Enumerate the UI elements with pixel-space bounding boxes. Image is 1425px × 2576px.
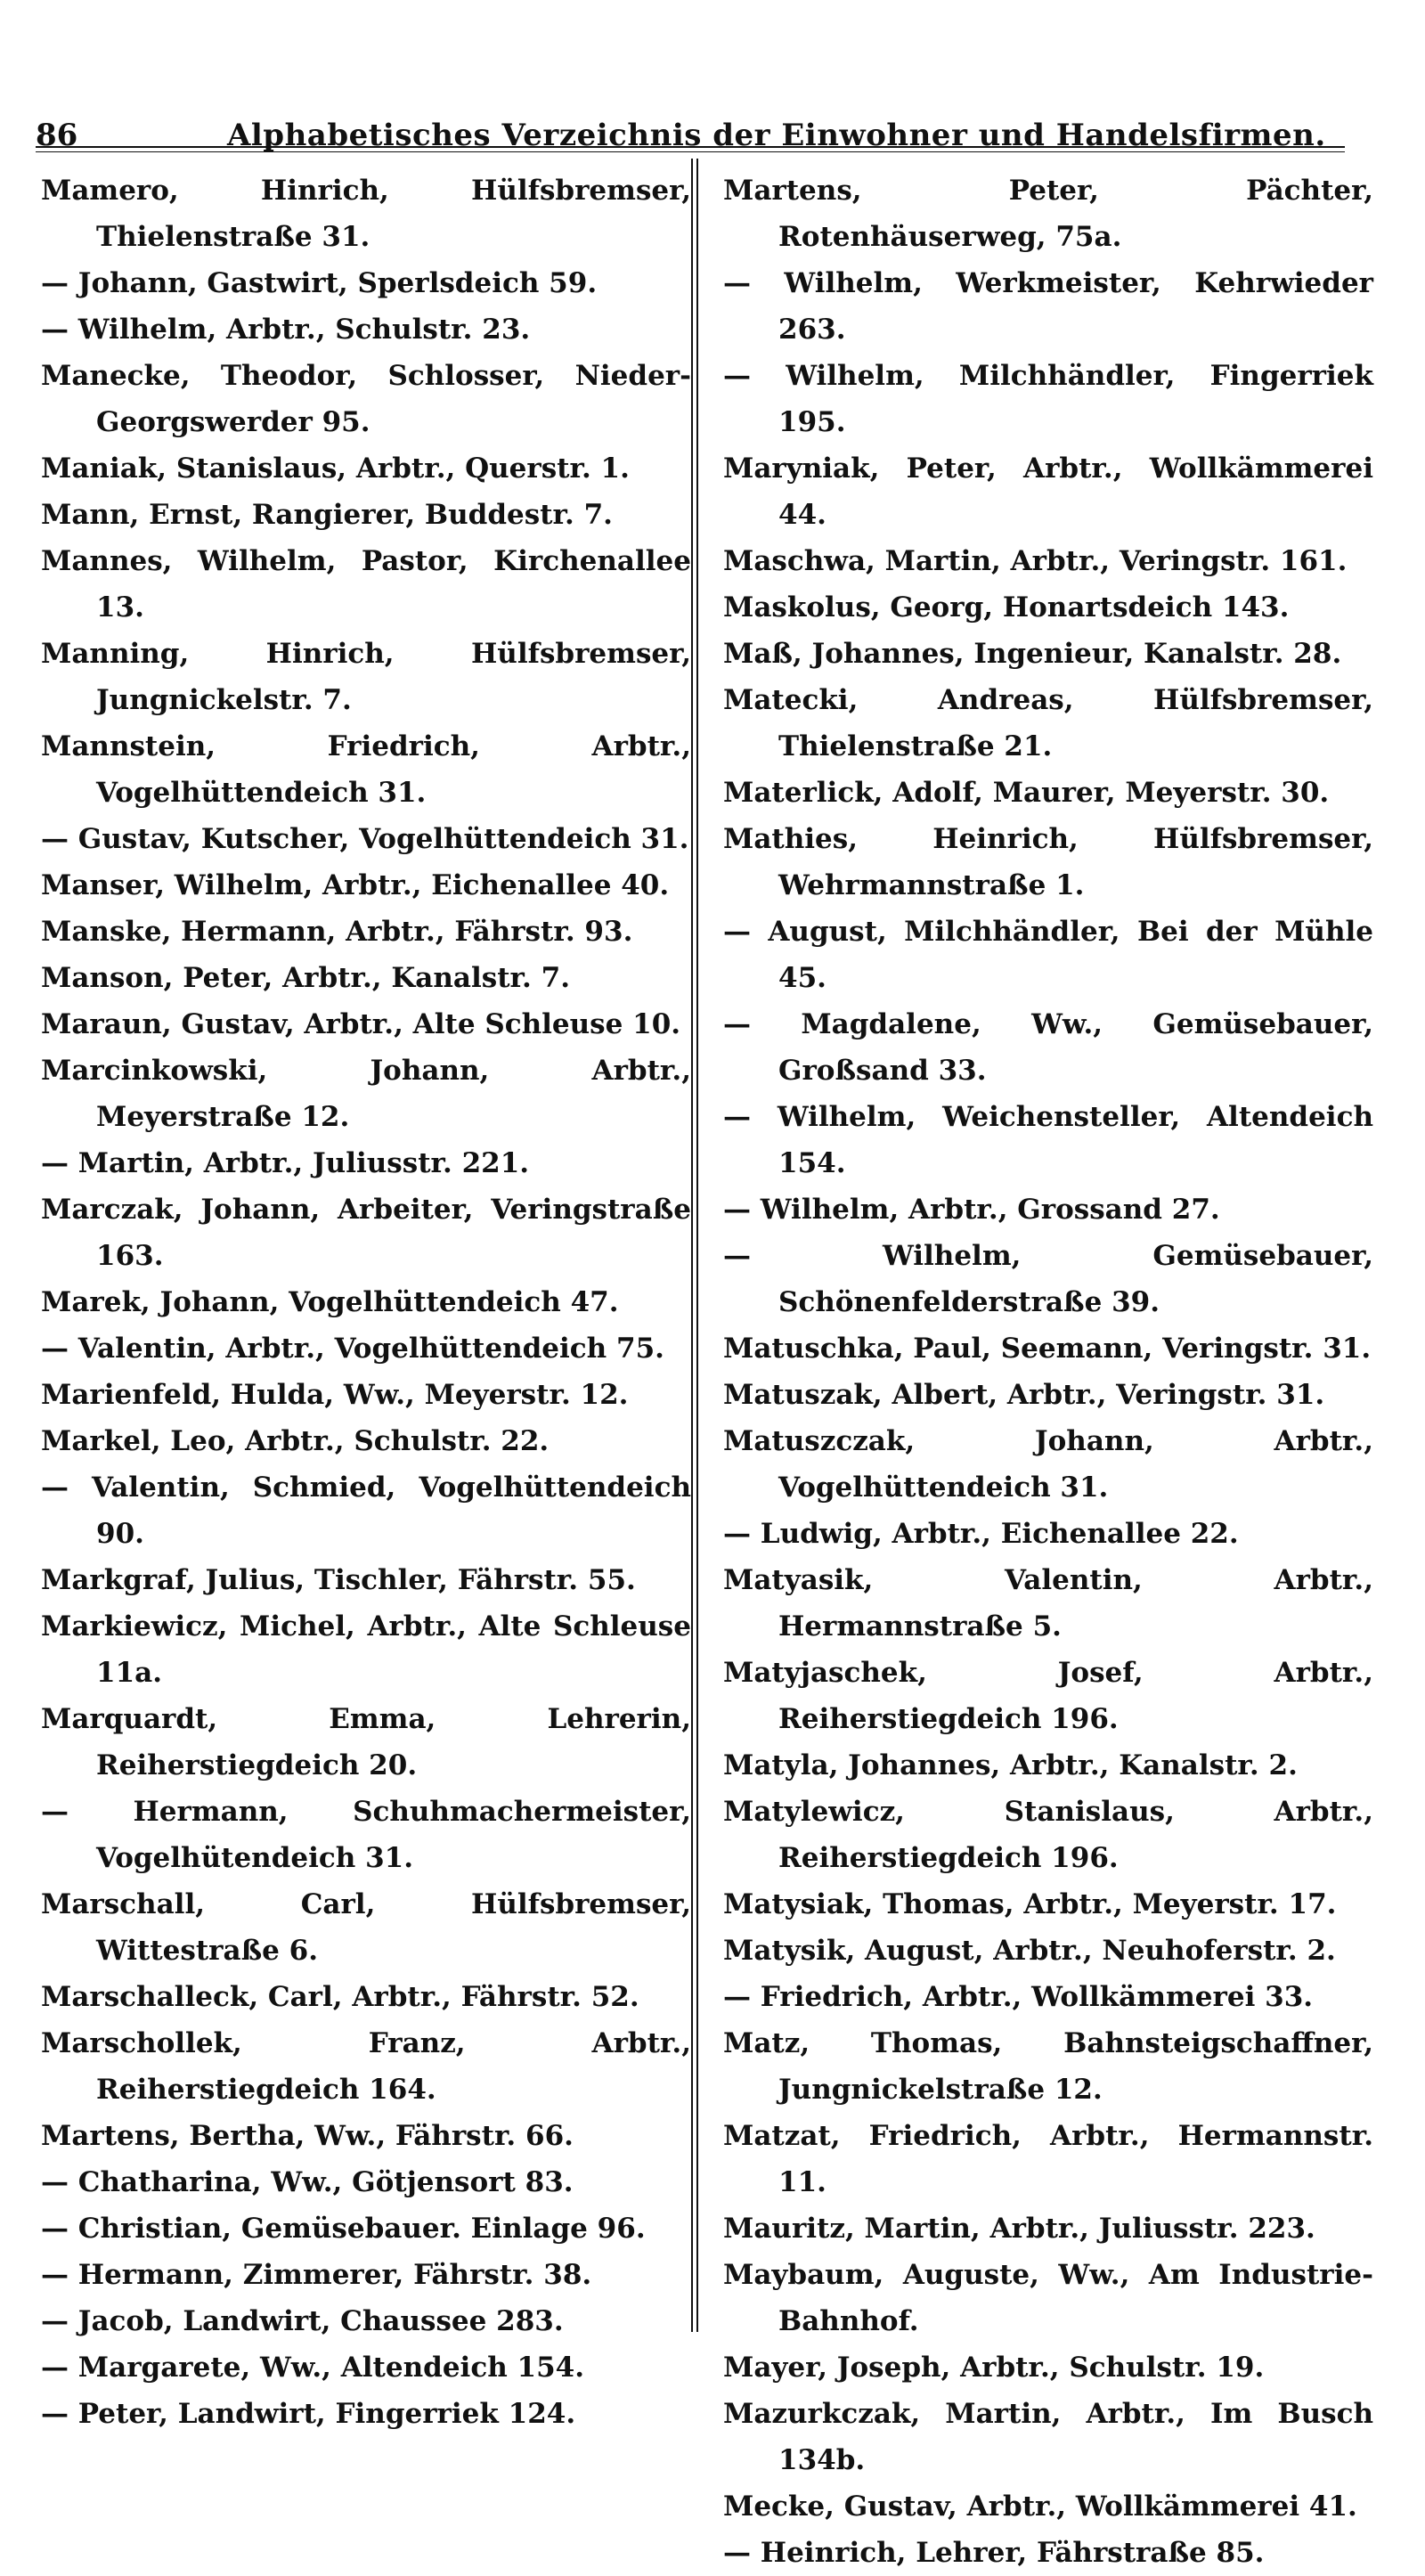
directory-entry: Marczak, Johann, Arbeiter, Veringstraße 163.: [41, 1194, 691, 1272]
directory-entry: — Valentin, Schmied, Vogelhüttendeich 90.: [41, 1471, 691, 1550]
directory-entry: Matylewicz, Stanislaus, Arbtr., Reiherstiegdeich 196.: [723, 1796, 1373, 1874]
directory-entry: Marquardt, Emma, Lehrerin, Reiherstiegdeich 20.: [41, 1703, 691, 1781]
directory-entry: Maryniak, Peter, Arbtr., Wollkämmerei 44.: [723, 452, 1373, 531]
directory-entry: — Wilhelm, Arbtr., Schulstr. 23.: [41, 314, 531, 346]
directory-entry: — Wilhelm, Arbtr., Grossand 27.: [723, 1194, 1220, 1226]
directory-entry: Manson, Peter, Arbtr., Kanalstr. 7.: [41, 962, 570, 994]
directory-entry: Matyjaschek, Josef, Arbtr., Reiherstiegdeich 196.: [723, 1657, 1373, 1735]
directory-entry: — Wilhelm, Weichensteller, Altendeich 154.: [723, 1101, 1373, 1179]
directory-entry: — Gustav, Kutscher, Vogelhüttendeich 31.: [41, 823, 689, 855]
directory-entry: Martens, Peter, Pächter, Rotenhäuserweg, 75a.: [723, 175, 1373, 253]
directory-entry: Matecki, Andreas, Hülfsbremser, Thielenstraße 21.: [723, 684, 1373, 762]
directory-entry: Mazurkczak, Martin, Arbtr., Im Busch 134b.: [723, 2398, 1373, 2476]
directory-entry: — Chatharina, Ww., Götjensort 83.: [41, 2166, 574, 2198]
directory-entry: Mannes, Wilhelm, Pastor, Kirchenallee 13.: [41, 545, 691, 624]
directory-entry: — Peter, Landwirt, Fingerriek 124.: [41, 2398, 576, 2430]
directory-entry: Markgraf, Julius, Tischler, Fährstr. 55.: [41, 1564, 636, 1596]
header-rule-thin: [36, 151, 1345, 152]
directory-entry: Mecke, Gustav, Arbtr., Wollkämmerei 41.: [723, 2490, 1357, 2523]
directory-entry: Markel, Leo, Arbtr., Schulstr. 22.: [41, 1425, 550, 1457]
directory-entry: Mauritz, Martin, Arbtr., Juliusstr. 223.: [723, 2213, 1315, 2245]
running-title: Alphabetisches Verzeichnis der Einwohner und Handelsfirmen.: [227, 118, 1326, 153]
directory-entry: — Heinrich, Lehrer, Fährstraße 85.: [723, 2537, 1265, 2569]
directory-entry: Markiewicz, Michel, Arbtr., Alte Schleuse 11a.: [41, 1610, 691, 1689]
directory-entry: — Wilhelm, Milchhändler, Fingerriek 195.: [723, 360, 1373, 438]
directory-entry: — Magdalene, Ww., Gemüsebauer, Großsand 33.: [723, 1008, 1373, 1087]
directory-entry: Matuszczak, Johann, Arbtr., Vogelhüttendeich 31.: [723, 1425, 1373, 1504]
directory-entry: — Johann, Gastwirt, Sperlsdeich 59.: [41, 267, 598, 299]
directory-entry: — Ludwig, Arbtr., Eichenallee 22.: [723, 1518, 1239, 1550]
directory-entry: Maybaum, Auguste, Ww., Am Industrie-Bahnhof.: [723, 2259, 1373, 2337]
directory-entry: — Hermann, Schuhmachermeister, Vogelhütendeich 31.: [41, 1796, 691, 1874]
directory-entry: — Wilhelm, Werkmeister, Kehrwieder 263.: [723, 267, 1373, 346]
directory-entry: Marienfeld, Hulda, Ww., Meyerstr. 12.: [41, 1379, 629, 1411]
directory-entry: Matysik, August, Arbtr., Neuhoferstr. 2.: [723, 1935, 1336, 1967]
directory-entry: — August, Milchhändler, Bei der Mühle 45.: [723, 916, 1373, 994]
directory-entry: Maskolus, Georg, Honartsdeich 143.: [723, 591, 1290, 624]
right-column: [723, 167, 1373, 2576]
directory-entry: Matz, Thomas, Bahnsteigschaffner, Jungnickelstraße 12.: [723, 2027, 1373, 2106]
directory-entry: Matuschka, Paul, Seemann, Veringstr. 31.: [723, 1333, 1372, 1365]
directory-entry: Matyasik, Valentin, Arbtr., Hermannstraße 5.: [723, 1564, 1373, 1643]
directory-entry: Manning, Hinrich, Hülfsbremser, Jungnickelstr. 7.: [41, 638, 691, 716]
directory-entry: — Valentin, Arbtr., Vogelhüttendeich 75.: [41, 1333, 664, 1365]
directory-entry: Matysiak, Thomas, Arbtr., Meyerstr. 17.: [723, 1888, 1337, 1920]
directory-entry: Mamero, Hinrich, Hülfsbremser, Thielenstraße 31.: [41, 175, 691, 253]
directory-entry: Mayer, Joseph, Arbtr., Schulstr. 19.: [723, 2352, 1265, 2384]
directory-entry: Maß, Johannes, Ingenieur, Kanalstr. 28.: [723, 638, 1342, 670]
directory-entry: — Jacob, Landwirt, Chaussee 283.: [41, 2305, 564, 2337]
page-number: 86: [36, 118, 78, 153]
directory-entry: Marschalleck, Carl, Arbtr., Fährstr. 52.: [41, 1981, 639, 2013]
directory-entry: Marcinkowski, Johann, Arbtr., Meyerstraße 12.: [41, 1055, 691, 1133]
page-header: [36, 105, 1345, 159]
directory-entry: — Martin, Arbtr., Juliusstr. 221.: [41, 1147, 530, 1179]
directory-entry: — Wilhelm, Gemüsebauer, Schönenfelderstraße 39.: [723, 1240, 1373, 1318]
directory-entry: — Margarete, Ww., Altendeich 154.: [41, 2352, 585, 2384]
directory-entry: Martens, Bertha, Ww., Fährstr. 66.: [41, 2120, 574, 2152]
left-column: [41, 167, 691, 2437]
directory-entry: Maraun, Gustav, Arbtr., Alte Schleuse 10.: [41, 1008, 681, 1040]
directory-entry: — Friedrich, Arbtr., Wollkämmerei 33.: [723, 1981, 1314, 2013]
directory-entry: Marschall, Carl, Hülfsbremser, Wittestraße 6.: [41, 1888, 691, 1967]
directory-entry: Manser, Wilhelm, Arbtr., Eichenallee 40.: [41, 869, 670, 901]
directory-entry: Materlick, Adolf, Maurer, Meyerstr. 30.: [723, 777, 1330, 809]
directory-entry: — Hermann, Zimmerer, Fährstr. 38.: [41, 2259, 592, 2291]
directory-entry: Matyla, Johannes, Arbtr., Kanalstr. 2.: [723, 1749, 1298, 1781]
directory-entry: Manecke, Theodor, Schlosser, Nieder-Georgswerder 95.: [41, 360, 691, 438]
directory-entry: Marek, Johann, Vogelhüttendeich 47.: [41, 1286, 619, 1318]
directory-entry: Mathies, Heinrich, Hülfsbremser, Wehrmannstraße 1.: [723, 823, 1373, 901]
header-rule: [36, 146, 1345, 148]
directory-entry: — Christian, Gemüsebauer. Einlage 96.: [41, 2213, 646, 2245]
directory-entry: Mannstein, Friedrich, Arbtr., Vogelhüttendeich 31.: [41, 730, 691, 809]
directory-entry: Maniak, Stanislaus, Arbtr., Querstr. 1.: [41, 452, 630, 485]
column-divider: [691, 159, 698, 2332]
directory-entry: Mann, Ernst, Rangierer, Buddestr. 7.: [41, 499, 613, 531]
directory-entry: Manske, Hermann, Arbtr., Fährstr. 93.: [41, 916, 633, 948]
directory-entry: Marschollek, Franz, Arbtr., Reiherstiegdeich 164.: [41, 2027, 691, 2106]
directory-entry: Matzat, Friedrich, Arbtr., Hermannstr. 11.: [723, 2120, 1373, 2198]
directory-entry: Matuszak, Albert, Arbtr., Veringstr. 31.: [723, 1379, 1325, 1411]
directory-entry: Maschwa, Martin, Arbtr., Veringstr. 161.: [723, 545, 1348, 577]
